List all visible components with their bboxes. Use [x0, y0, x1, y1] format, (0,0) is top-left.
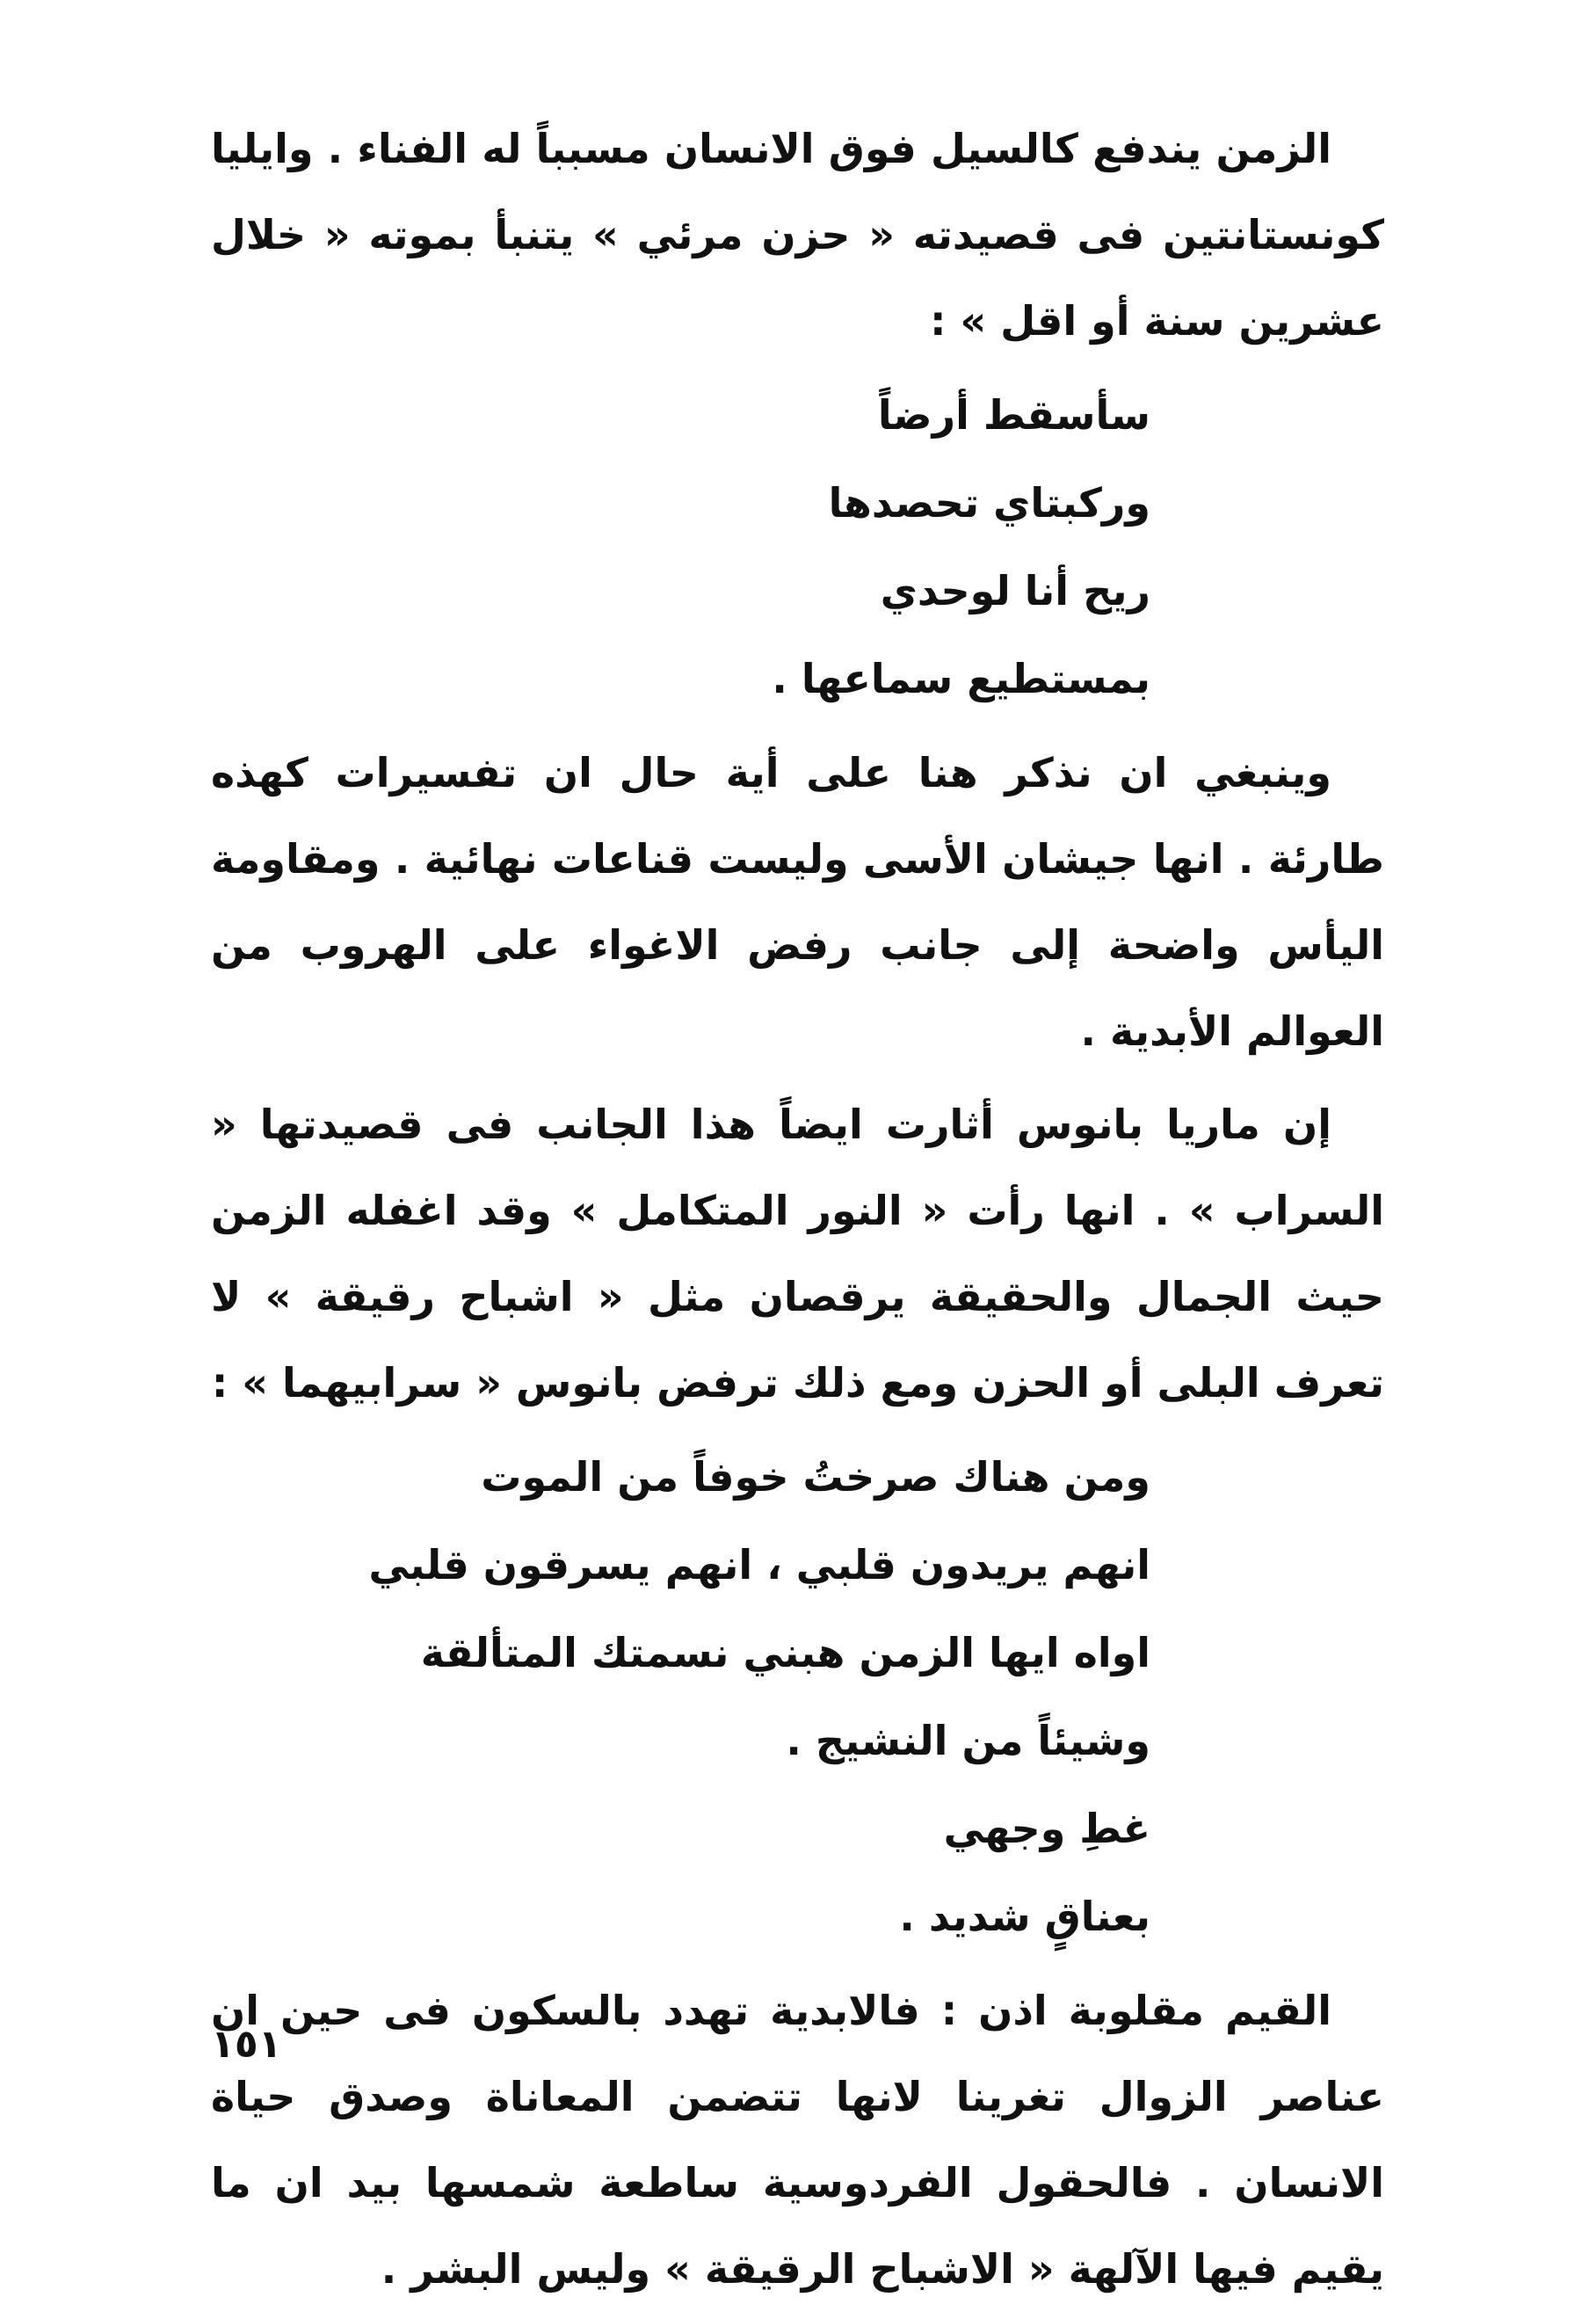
- text-line: وليس البشر .: [381, 2245, 651, 2293]
- text-line: ساطعة شمسها بيد ان ما يقيم فيها الآلهة « الاشباح الرقيقة »: [211, 2159, 1384, 2293]
- verse-line: وشيئاً من النشيج .: [786, 1717, 1150, 1764]
- verse-line: سأسقط أرضاً: [877, 391, 1150, 439]
- paragraph-1: [211, 105, 1384, 364]
- verse-line: غطِ وجهي: [943, 1805, 1150, 1852]
- text-line: فى قصيدته « حزن مرئي » يتنبأ بموته « خلال عشرين سنة أو اقل » :: [211, 211, 1384, 345]
- text-line: بانوس « سرابيهما » :: [211, 1359, 643, 1407]
- verse-line: بعناقٍ شديد .: [899, 1893, 1150, 1940]
- poem-excerpt-1: [211, 371, 1384, 723]
- verse-line: ومن هناك صرختُ خوفاً من الموت: [481, 1453, 1150, 1501]
- text-line: الزمن يندفع كالسيل فوق الانسان مسبباً له الفناء . وايليا كونستانتين: [211, 125, 1384, 258]
- verse-line: انهم يريدون قلبي ، انهم يسرقون قلبي: [368, 1541, 1150, 1588]
- paragraph-2: [211, 730, 1384, 1074]
- text-line: انها رأت « النور المتكامل » وقد اغفله الزمن حيث الجمال والحقيقة: [211, 1187, 1385, 1320]
- paragraph-4: [211, 1967, 1384, 2312]
- poem-excerpt-2: [211, 1433, 1384, 1960]
- text-line: القيم مقلوبة اذن : فالابدية تهدد بالسكون فى حين ان عناصر الزوال: [211, 1987, 1385, 2120]
- text-line: تغرينا لانها تتضمن المعاناة وصدق حياة الانسان . فالحقول الفردوسية: [211, 2073, 1384, 2206]
- verse-line: بمستطيع سماعها .: [772, 655, 1150, 702]
- page-number: ١٥١: [211, 2022, 282, 2067]
- verse-line: ريح أنا لوحدي: [880, 567, 1150, 614]
- text-line: جيشان الأسى وليست قناعات نهائية . ومقاومة اليأس واضحة إلى جانب: [211, 835, 1384, 969]
- text-column: [211, 105, 1384, 2319]
- verse-line: اواه ايها الزمن هبني نسمتك المتألقة: [420, 1629, 1150, 1676]
- text-line: إن ماريا بانوس أثارت ايضاً هذا الجانب فى قصيدتها « السراب » .: [211, 1101, 1384, 1234]
- verse-line: وركبتاي تحصدها: [828, 479, 1150, 527]
- text-line: رفض الاغواء على الهروب من العوالم الأبدية .: [211, 921, 1384, 1055]
- paragraph-3: [211, 1081, 1384, 1426]
- text-line: وينبغي ان نذكر هنا على أية حال ان تفسيرات كهذه طارئة . انها: [211, 749, 1385, 883]
- text-line: يرقصان مثل « اشباح رقيقة » لا تعرف البلى أو الحزن ومع ذلك ترفض: [211, 1273, 1384, 1407]
